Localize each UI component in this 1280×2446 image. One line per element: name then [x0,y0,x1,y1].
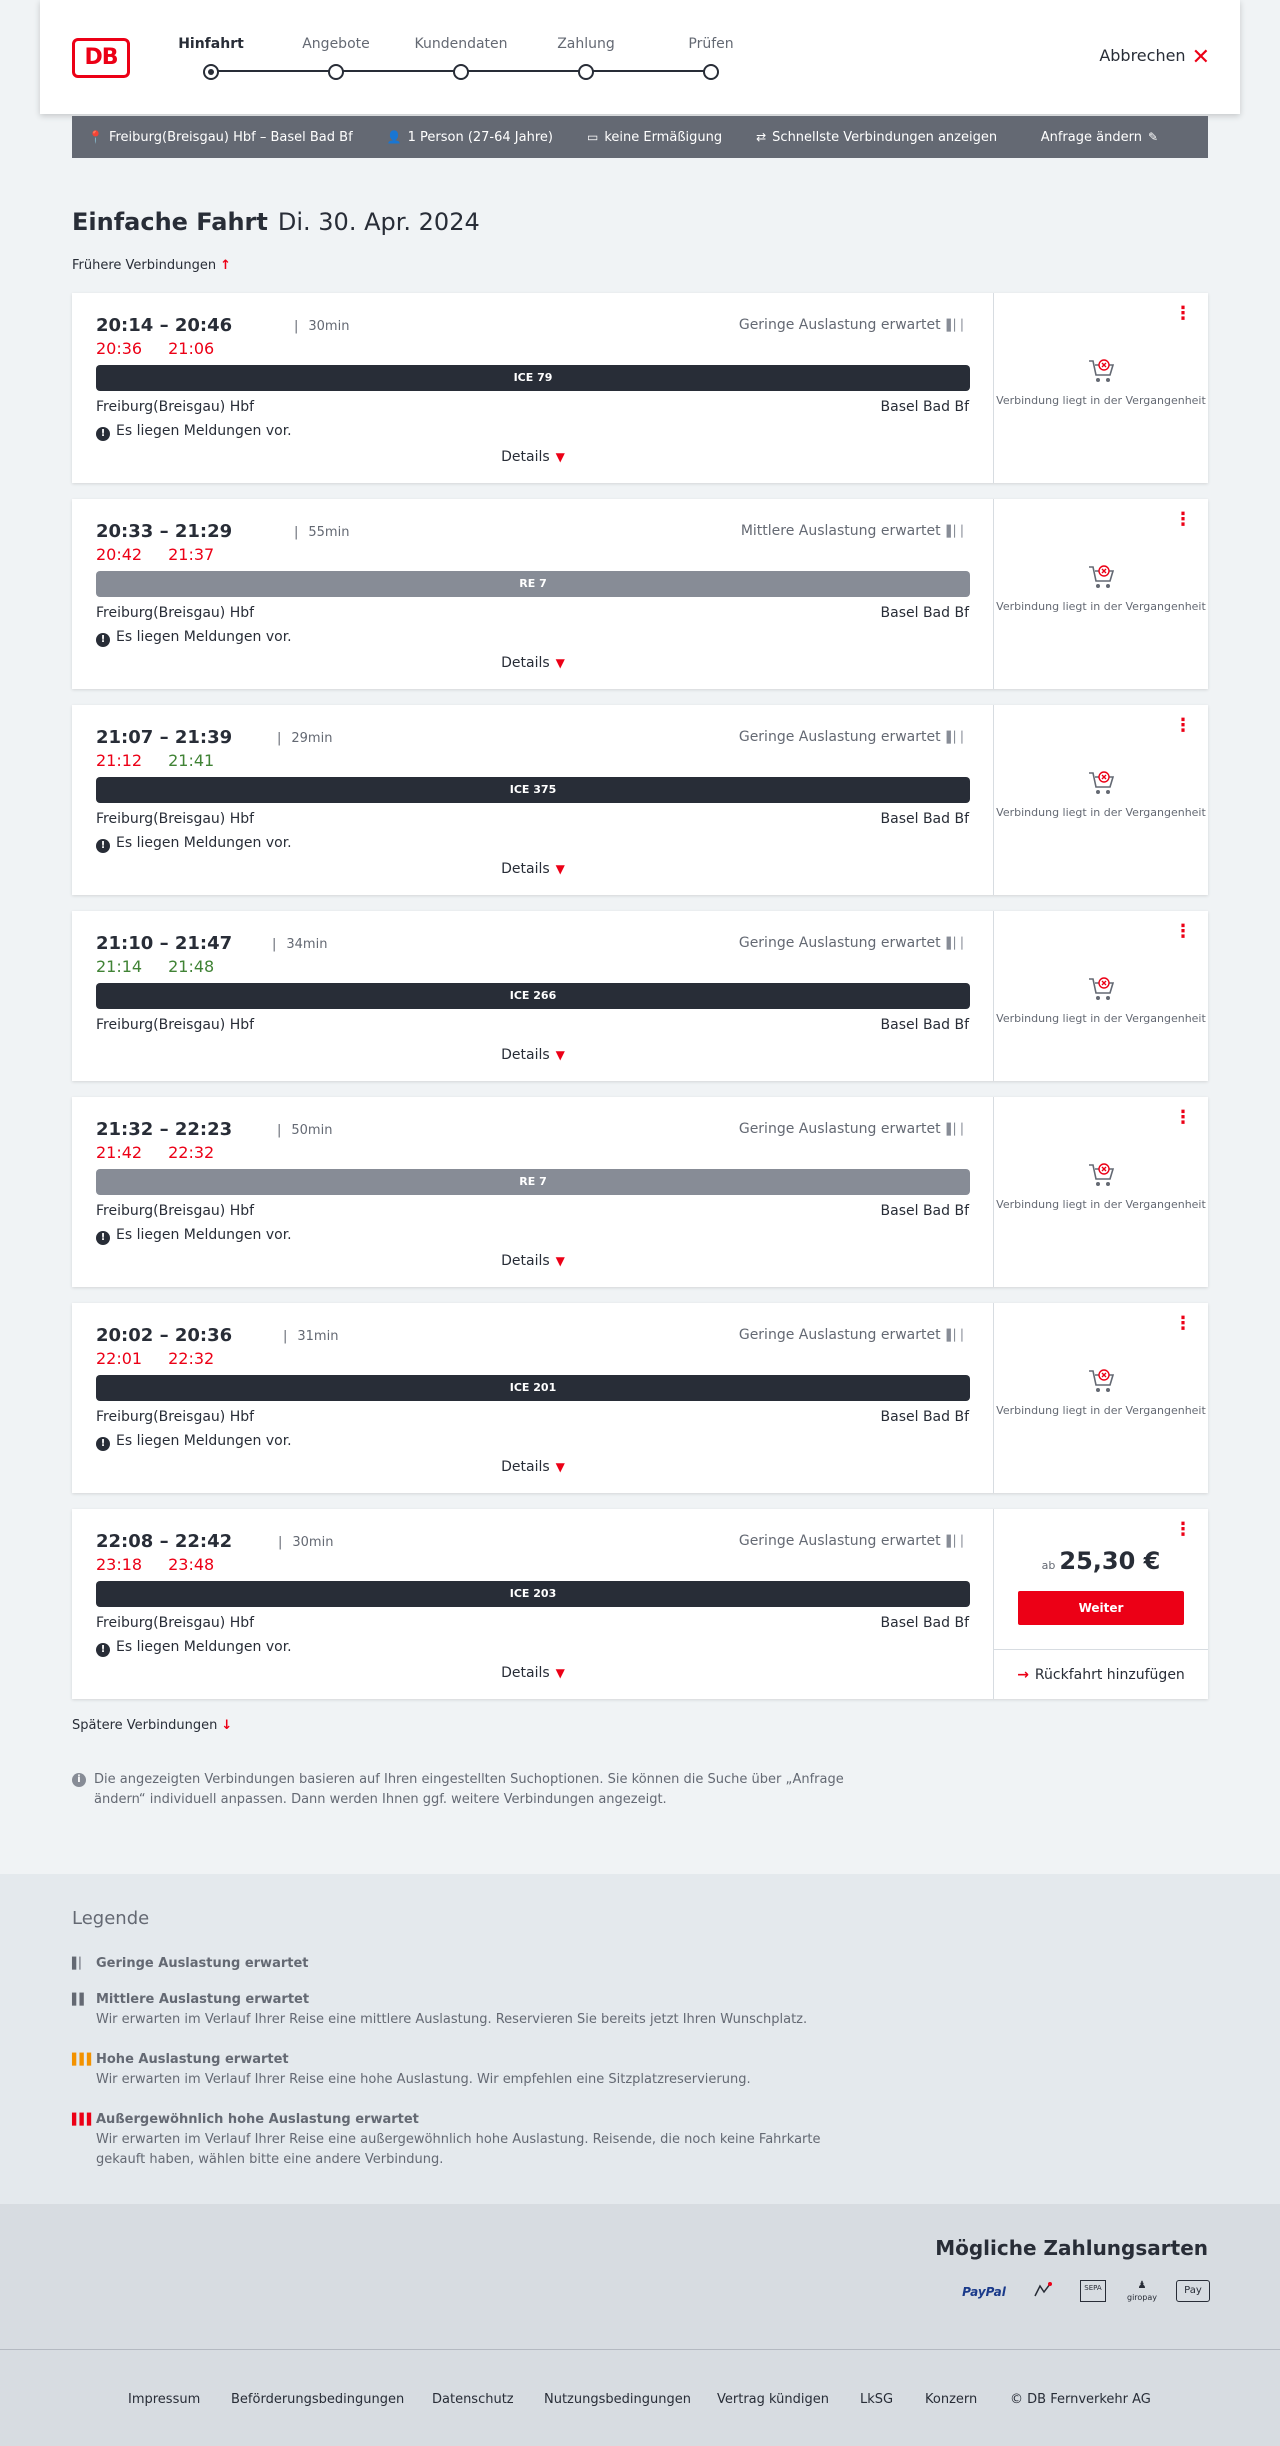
message-notice [96,1227,292,1245]
occupancy-low-icon: ▌▏ [72,1957,87,1970]
connection-card [72,911,1208,1081]
more-options-icon[interactable]: ⋮ [1174,1107,1192,1128]
message-text: Es liegen Meldungen vor. [116,1227,292,1243]
message-text: Es liegen Meldungen vor. [116,1433,292,1449]
footer-link-impressum[interactable]: Impressum [128,2392,201,2407]
connection-offer-panel [994,1509,1208,1699]
footer-link-datenschutz[interactable]: Datenschutz [432,2392,514,2407]
legend-item-title: Mittlere Auslastung erwartet [96,1992,310,2007]
discount-text: keine Ermäßigung [604,129,723,145]
departure-station: Freiburg(Breisgau) Hbf [96,1409,255,1425]
fastest-text: Schnellste Verbindungen anzeigen [772,129,998,145]
realtime-times [96,1349,240,1368]
connection-card [72,1509,1208,1699]
add-return-trip-label: Rückfahrt hinzufügen [1034,1667,1185,1683]
duration: | 31min [283,1329,338,1344]
realtime-departure: 20:36 [96,339,143,358]
occupancy-icon: ▌▏▏ [946,1535,969,1548]
more-options-icon[interactable]: ⋮ [1174,921,1192,942]
step-dot [703,64,719,80]
header [40,0,1240,114]
occupancy-indicator [739,1327,969,1343]
continue-button[interactable]: Weiter [1018,1591,1184,1625]
connection-main[interactable] [72,1509,994,1699]
payment-title: Mögliche Zahlungsarten [935,2236,1208,2260]
connection-offer-panel [994,1303,1208,1493]
scheduled-times: 20:33 – 21:29 [96,521,233,542]
chevron-down-icon: ▼ [555,656,565,670]
scheduled-times: 21:32 – 22:23 [96,1119,233,1140]
cart-unavailable-icon [1086,1161,1116,1189]
occupancy-icon: ▌▏▏ [946,937,969,950]
realtime-times [96,545,240,564]
persons-summary [387,130,553,145]
person-icon: 👤 [386,130,402,144]
later-label: Spätere Verbindungen [72,1718,218,1733]
step-label: Prüfen [688,36,734,52]
price-prefix: ab [1041,1559,1056,1572]
details-toggle[interactable] [72,1665,994,1681]
legend-item-desc: Wir erwarten im Verlauf Ihrer Reise eine hohe Auslastung. Wir empfehlen eine Sitzplatzreservierung. [96,2072,751,2087]
occupancy-icon: ▌▏▏ [946,1123,969,1136]
giropay-label: giropay [1126,2293,1158,2302]
past-connection-note [994,563,1208,614]
connection-main[interactable] [72,499,994,689]
arrow-up-icon: ↑ [220,258,231,273]
duration: | 50min [277,1123,332,1138]
arrival-station: Basel Bad Bf [880,1017,969,1033]
exclamation-icon: ! [96,427,110,441]
connection-offer-panel [994,1097,1208,1287]
details-toggle[interactable] [72,1047,994,1063]
realtime-times [96,1143,240,1162]
duration: | 55min [294,525,349,540]
occupancy-indicator [739,1121,969,1137]
train-bar[interactable]: ICE 266 [96,983,970,1009]
realtime-arrival: 21:06 [168,339,215,358]
arrival-station: Basel Bad Bf [880,1409,969,1425]
cart-unavailable-icon [1086,975,1116,1003]
trip-type: Einfache Fahrt [72,208,268,236]
details-label: Details [501,1047,550,1063]
occupancy-indicator [739,935,969,951]
legend-section [0,1874,1280,2204]
realtime-departure: 23:18 [96,1555,143,1574]
route-summary [88,130,353,145]
legend-item-medium [72,1990,872,2030]
exclamation-icon: ! [96,1437,110,1451]
past-connection-text: Verbindung liegt in der Vergangenheit [996,1012,1206,1025]
connection-main[interactable] [72,705,994,895]
message-text: Es liegen Meldungen vor. [116,1639,292,1655]
details-label: Details [501,1253,550,1269]
message-text: Es liegen Meldungen vor. [116,629,292,645]
realtime-arrival: 21:41 [168,751,215,770]
scheduled-times: 21:10 – 21:47 [96,933,233,954]
price-value: 25,30 € [1059,1547,1161,1575]
chevron-down-icon: ▼ [555,862,565,876]
realtime-arrival: 22:32 [168,1349,215,1368]
departure-station: Freiburg(Breisgau) Hbf [96,399,255,415]
connection-main[interactable] [72,1303,994,1493]
chevron-down-icon: ▼ [555,450,565,464]
departure-station: Freiburg(Breisgau) Hbf [96,811,255,827]
step-zahlung [526,34,646,80]
past-connection-note [994,1367,1208,1418]
duration: | 34min [272,937,327,952]
later-connections-link[interactable] [72,1718,232,1733]
pencil-icon: ✎ [1147,130,1158,144]
legend-item-very-high [72,2110,872,2170]
more-options-icon[interactable]: ⋮ [1174,303,1192,324]
details-label: Details [501,1459,550,1475]
train-bar[interactable]: ICE 79 [96,365,970,391]
past-connection-note [994,1161,1208,1212]
occupancy-icon: ▌▏▏ [946,525,969,538]
step-dot [328,64,344,80]
persons-text: 1 Person (27-64 Jahre) [407,129,553,145]
swap-arrows-icon: ⇄ [756,130,767,144]
step-label: Kundendaten [414,36,508,52]
step-dot [578,64,594,80]
realtime-departure: 21:14 [96,957,143,976]
search-summary-bar [72,116,1208,158]
arrival-station: Basel Bad Bf [880,1203,969,1219]
occupancy-text: Geringe Auslastung erwartet [738,1121,941,1137]
sepa-logo [1080,2280,1106,2302]
cart-unavailable-icon [1086,357,1116,385]
footer-link-konzern[interactable]: Konzern [925,2392,978,2407]
occupancy-icon: ▌▏▏ [946,1329,969,1342]
occupancy-indicator [739,729,969,745]
past-connection-note [994,769,1208,820]
past-connection-text: Verbindung liegt in der Vergangenheit [996,600,1206,613]
chevron-down-icon: ▼ [555,1666,565,1680]
step-dot [203,64,219,80]
chevron-down-icon: ▼ [555,1460,565,1474]
step-hinfahrt [151,34,271,80]
occupancy-indicator [739,317,969,333]
legend-item-desc: Wir erwarten im Verlauf Ihrer Reise eine mittlere Auslastung. Reservieren Sie bereits jetzt Ihren Wunschplatz. [96,2012,808,2027]
scheduled-times: 20:02 – 20:36 [96,1325,233,1346]
train-bar[interactable]: RE 7 [96,1169,970,1195]
legend-item-high [72,2050,872,2090]
scheduled-times: 20:14 – 20:46 [96,315,233,336]
realtime-arrival: 22:32 [168,1143,215,1162]
occupancy-high-icon: ▌▌▌ [72,2053,95,2066]
train-bar[interactable]: RE 7 [96,571,970,597]
duration: | 29min [277,731,332,746]
realtime-departure: 21:12 [96,751,143,770]
progress-stepper [178,34,734,84]
legend-item-title: Hohe Auslastung erwartet [96,2052,289,2067]
arrival-station: Basel Bad Bf [880,811,969,827]
connection-card [72,1303,1208,1493]
legend-title: Legende [72,1908,150,1929]
db-logo[interactable]: DB [72,38,130,78]
occupancy-text: Mittlere Auslastung erwartet [740,523,941,539]
footer-copyright: © DB Fernverkehr AG [1010,2392,1151,2407]
message-notice [96,835,292,853]
direct-debit-icon [1030,2280,1056,2304]
duration: | 30min [294,319,349,334]
cart-unavailable-icon [1086,1367,1116,1395]
occupancy-icon: ▌▏▏ [946,319,969,332]
occupancy-indicator [741,523,969,539]
message-notice [96,1639,292,1657]
realtime-departure: 21:42 [96,1143,143,1162]
realtime-arrival: 21:37 [168,545,215,564]
occupancy-text: Geringe Auslastung erwartet [738,1327,941,1343]
cancel-label: Abbrechen [1099,46,1186,65]
past-connection-note [994,975,1208,1026]
connection-card [72,293,1208,483]
occupancy-indicator [739,1533,969,1549]
details-label: Details [501,449,550,465]
more-options-icon[interactable]: ⋮ [1174,1313,1192,1334]
info-icon: i [72,1773,86,1787]
realtime-times [96,957,240,976]
realtime-arrival: 23:48 [168,1555,215,1574]
departure-station: Freiburg(Breisgau) Hbf [96,1615,255,1631]
earlier-label: Frühere Verbindungen [72,258,217,273]
exclamation-icon: ! [96,839,110,853]
connection-offer-panel [994,293,1208,483]
add-return-trip-button[interactable] [994,1649,1208,1699]
close-icon: ✕ [1191,45,1210,70]
occupancy-text: Geringe Auslastung erwartet [738,935,941,951]
more-options-icon[interactable]: ⋮ [1174,509,1192,530]
message-notice [96,1433,292,1451]
scheduled-times: 21:07 – 21:39 [96,727,233,748]
past-connection-text: Verbindung liegt in der Vergangenheit [996,1198,1206,1211]
exclamation-icon: ! [96,1231,110,1245]
legend-item-title: Geringe Auslastung erwartet [96,1956,309,1971]
giropay-logo [1122,2280,1162,2304]
step-label: Hinfahrt [178,36,244,52]
past-connection-note [994,357,1208,408]
cancel-button[interactable] [1099,45,1210,70]
realtime-departure: 20:42 [96,545,143,564]
connection-main[interactable] [72,911,994,1081]
sepa-label: SEPA [1084,2284,1102,2292]
train-bar[interactable]: ICE 203 [96,1581,970,1607]
footer-link-nutzungsbedingungen[interactable]: Nutzungsbedingungen [544,2392,691,2407]
connection-offer-panel [994,499,1208,689]
details-toggle[interactable] [72,1253,994,1269]
scheduled-times: 22:08 – 22:42 [96,1531,233,1552]
connection-card [72,705,1208,895]
cart-unavailable-icon [1086,769,1116,797]
connection-main[interactable] [72,1097,994,1287]
cart-unavailable-icon [1086,563,1116,591]
price-display [994,1547,1208,1575]
train-bar[interactable]: ICE 201 [96,1375,970,1401]
realtime-times [96,1555,240,1574]
arrow-down-icon: ↓ [221,1718,233,1733]
departure-station: Freiburg(Breisgau) Hbf [96,1203,255,1219]
step-label: Zahlung [557,36,615,52]
connection-card [72,1097,1208,1287]
footer [0,2349,1280,2446]
realtime-departure: 22:01 [96,1349,143,1368]
step-pruefen [651,34,771,80]
earlier-connections-link[interactable] [72,258,231,273]
payment-methods-section [0,2204,1280,2349]
arrival-station: Basel Bad Bf [880,1615,969,1631]
step-label: Angebote [302,36,370,52]
search-info-note [72,1770,852,1810]
more-options-icon[interactable]: ⋮ [1174,1519,1192,1540]
route-text: Freiburg(Breisgau) Hbf – Basel Bad Bf [108,129,353,145]
train-bar[interactable]: ICE 375 [96,777,970,803]
footer-link-befoerderungsbedingungen[interactable]: Beförderungsbedingungen [231,2392,405,2407]
discount-summary [587,130,722,145]
occupancy-medium-icon: ▌▌ [72,1993,87,2006]
connection-main[interactable] [72,293,994,483]
realtime-times [96,339,240,358]
details-label: Details [501,861,550,877]
message-text: Es liegen Meldungen vor. [116,835,292,851]
details-label: Details [501,655,550,671]
exclamation-icon: ! [96,633,110,647]
past-connection-text: Verbindung liegt in der Vergangenheit [996,806,1206,819]
past-connection-text: Verbindung liegt in der Vergangenheit [996,394,1206,407]
occupancy-text: Geringe Auslastung erwartet [738,729,941,745]
location-pin-icon: 📍 [88,130,103,144]
paypal-logo: PayPal [962,2285,1006,2299]
step-dot [453,64,469,80]
fastest-summary [756,130,997,145]
arrival-station: Basel Bad Bf [880,399,969,415]
occupancy-text: Geringe Auslastung erwartet [738,317,941,333]
footer-link-lksg[interactable]: LkSG [860,2392,894,2407]
footer-link-vertrag-kuendigen[interactable]: Vertrag kündigen [717,2392,829,2407]
realtime-arrival: 21:48 [168,957,215,976]
legend-item-desc: Wir erwarten im Verlauf Ihrer Reise eine außergewöhnlich hohe Auslastung. Reisende, die noch keine Fahrkarte gekauft haben, wählen bitte eine andere Verbindung. [96,2132,821,2167]
apple-pay-logo [1176,2280,1210,2302]
step-kundendaten [401,34,521,80]
occupancy-very-high-icon: ▌▌▌ [72,2113,95,2126]
apple-pay-label: Pay [1184,2285,1202,2296]
chevron-down-icon: ▼ [555,1254,565,1268]
occupancy-icon: ▌▏▏ [946,731,969,744]
occupancy-text: Geringe Auslastung erwartet [738,1533,941,1549]
arrival-station: Basel Bad Bf [880,605,969,621]
exclamation-icon: ! [96,1643,110,1657]
details-toggle[interactable] [72,655,994,671]
bahncard-icon: ▭ [586,130,599,144]
chevron-down-icon: ▼ [555,1048,565,1062]
info-text: Die angezeigten Verbindungen basieren auf Ihren eingestellten Suchoptionen. Sie können die Suche über „Anfrage ändern“ individuell anpassen. Dann werden Ihnen ggf. weitere Verbindungen angezeigt. [94,1772,844,1807]
edit-request-button[interactable] [1041,130,1158,145]
details-toggle[interactable] [72,1459,994,1475]
departure-station: Freiburg(Breisgau) Hbf [96,1017,255,1033]
edit-request-label: Anfrage ändern [1040,129,1142,145]
message-text: Es liegen Meldungen vor. [116,423,292,439]
details-label: Details [501,1665,550,1681]
connection-card [72,499,1208,689]
details-toggle[interactable] [72,449,994,465]
past-connection-text: Verbindung liegt in der Vergangenheit [996,1404,1206,1417]
duration: | 30min [278,1535,333,1550]
details-toggle[interactable] [72,861,994,877]
message-notice [96,423,292,441]
more-options-icon[interactable]: ⋮ [1174,715,1192,736]
message-notice [96,629,292,647]
step-angebote [276,34,396,80]
giropay-icon: ♟ [1137,2280,1147,2291]
arrow-right-icon: → [1017,1667,1029,1683]
trip-date: Di. 30. Apr. 2024 [277,208,480,236]
page-title [72,208,480,236]
connection-offer-panel [994,911,1208,1081]
realtime-times [96,751,240,770]
legend-item-title: Außergewöhnlich hohe Auslastung erwartet [96,2112,419,2127]
legend-item-low [72,1954,872,1974]
connection-offer-panel [994,705,1208,895]
departure-station: Freiburg(Breisgau) Hbf [96,605,255,621]
